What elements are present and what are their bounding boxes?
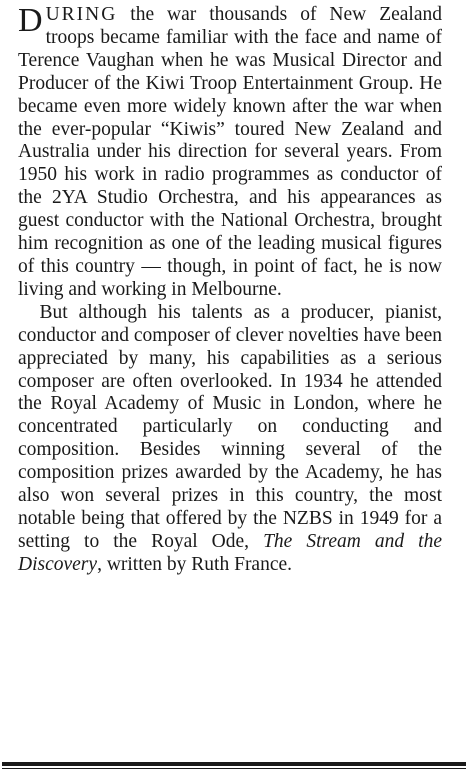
article-body [18, 4, 442, 577]
paragraph-1 [18, 4, 442, 302]
drop-cap: D [18, 2, 43, 39]
paragraph-2-ending: , written by Ruth France. [97, 553, 293, 575]
lead-word: URING [45, 4, 118, 25]
bottom-rule-thin [2, 768, 466, 769]
paragraph-2 [18, 302, 442, 577]
bottom-rule-thick [2, 762, 466, 766]
work-title: The Stream and the Discovery [18, 530, 443, 575]
paragraph-2-text: But although his talents as a producer, pianist, conductor and composer of clever novelties have been appreciated by many, his capabilities as a serious composer are often overlooked. In 1934 he attended the Royal Academy of Music in London, where he concentrated particularly on conducting and composition. Besides winning several of the composition prizes awarded by the Academy, he has also won several prizes in this country, the most notable being that offered by the NZBS in 1949 for a setting to the Royal Ode, [18, 301, 442, 552]
paragraph-1-text: the war thousands of New Zealand troops became familiar with the face and name of Terence Vaughan when he was Musical Director and Producer of the Kiwi Troop Entertainment Group. He became even more widely known after the war when the ever-popular “Kiwis” toured New Zealand and Australia under his direction for several years. From 1950 his work in radio programmes as conductor of the 2YA Studio Orchestra, and his appearances as guest conductor with the National Orchestra, brought him recognition as one of the leading musical figures of this country — though, in point of fact, he is now living and working in Melbourne. [18, 4, 442, 300]
